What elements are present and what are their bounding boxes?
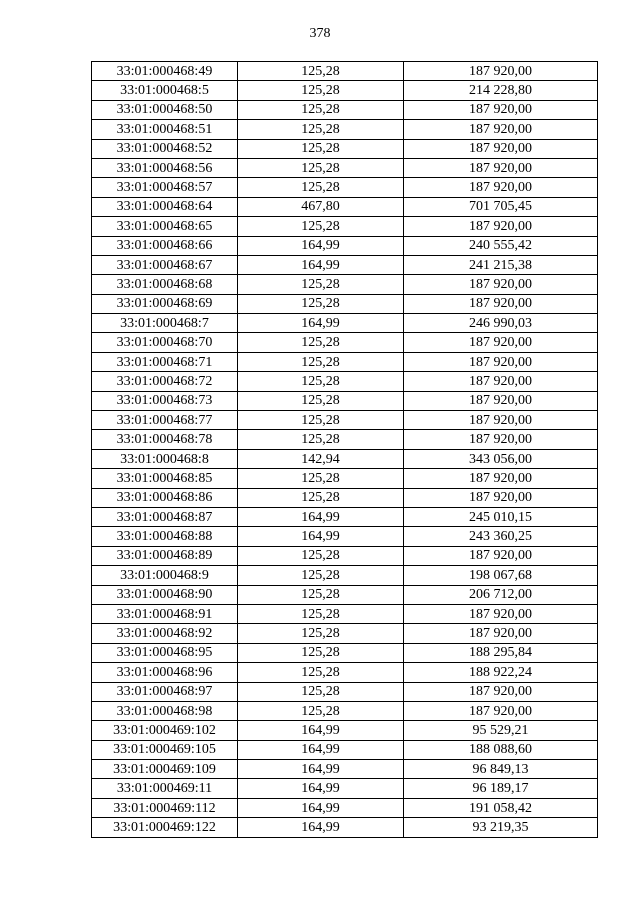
table-row: [92, 255, 598, 274]
area-cell: 164,99: [238, 760, 404, 779]
table-row: [92, 391, 598, 410]
cadastral-value-cell: 187 920,00: [404, 411, 598, 430]
cadastral-value-cell: 96 189,17: [404, 779, 598, 798]
cadastral-value-cell: 188 295,84: [404, 643, 598, 662]
table-row: [92, 275, 598, 294]
cadastral-value-cell: 187 920,00: [404, 294, 598, 313]
cadastral-value-cell: 187 920,00: [404, 391, 598, 410]
cadastral-number-cell: 33:01:000469:122: [92, 818, 238, 837]
area-cell: 164,99: [238, 507, 404, 526]
table-row: [92, 430, 598, 449]
cadastral-number-cell: 33:01:000468:98: [92, 701, 238, 720]
area-cell: 125,28: [238, 372, 404, 391]
cadastral-value-cell: 187 920,00: [404, 139, 598, 158]
cadastral-value-cell: 198 067,68: [404, 566, 598, 585]
cadastral-value-cell: 187 920,00: [404, 624, 598, 643]
cadastral-number-cell: 33:01:000468:73: [92, 391, 238, 410]
cadastral-value-cell: 95 529,21: [404, 721, 598, 740]
cadastral-number-cell: 33:01:000468:9: [92, 566, 238, 585]
area-cell: 125,28: [238, 604, 404, 623]
table-row: [92, 197, 598, 216]
cadastral-number-cell: 33:01:000468:70: [92, 333, 238, 352]
area-cell: 125,28: [238, 158, 404, 177]
cadastral-number-cell: 33:01:000468:88: [92, 527, 238, 546]
table-row: [92, 527, 598, 546]
cadastral-number-cell: 33:01:000469:102: [92, 721, 238, 740]
table-row: [92, 294, 598, 313]
cadastral-value-table: [91, 61, 598, 838]
area-cell: 125,28: [238, 81, 404, 100]
table-row: [92, 624, 598, 643]
cadastral-number-cell: 33:01:000468:96: [92, 663, 238, 682]
area-cell: 125,28: [238, 643, 404, 662]
area-cell: 164,99: [238, 527, 404, 546]
table-row: [92, 585, 598, 604]
cadastral-value-cell: 188 088,60: [404, 740, 598, 759]
cadastral-value-cell: 187 920,00: [404, 275, 598, 294]
table-row: [92, 546, 598, 565]
cadastral-number-cell: 33:01:000468:49: [92, 62, 238, 81]
table-row: [92, 178, 598, 197]
area-cell: 125,28: [238, 469, 404, 488]
table-body: [92, 62, 598, 838]
cadastral-value-cell: 187 920,00: [404, 430, 598, 449]
cadastral-value-cell: 214 228,80: [404, 81, 598, 100]
table-row: [92, 352, 598, 371]
area-cell: 125,28: [238, 62, 404, 81]
table-row: [92, 488, 598, 507]
cadastral-number-cell: 33:01:000469:109: [92, 760, 238, 779]
cadastral-number-cell: 33:01:000468:77: [92, 411, 238, 430]
area-cell: 125,28: [238, 585, 404, 604]
area-cell: 125,28: [238, 352, 404, 371]
area-cell: 125,28: [238, 178, 404, 197]
table-row: [92, 217, 598, 236]
table-row: [92, 682, 598, 701]
area-cell: 125,28: [238, 391, 404, 410]
cadastral-number-cell: 33:01:000468:57: [92, 178, 238, 197]
cadastral-value-cell: 187 920,00: [404, 372, 598, 391]
cadastral-number-cell: 33:01:000468:64: [92, 197, 238, 216]
table-row: [92, 411, 598, 430]
cadastral-number-cell: 33:01:000468:95: [92, 643, 238, 662]
area-cell: 125,28: [238, 701, 404, 720]
cadastral-number-cell: 33:01:000468:78: [92, 430, 238, 449]
area-cell: 125,28: [238, 663, 404, 682]
cadastral-value-cell: 187 920,00: [404, 217, 598, 236]
area-cell: 125,28: [238, 139, 404, 158]
area-cell: 164,99: [238, 798, 404, 817]
cadastral-value-cell: 187 920,00: [404, 682, 598, 701]
area-cell: 125,28: [238, 100, 404, 119]
cadastral-number-cell: 33:01:000468:8: [92, 449, 238, 468]
cadastral-value-cell: 187 920,00: [404, 62, 598, 81]
table-row: [92, 740, 598, 759]
area-cell: 164,99: [238, 255, 404, 274]
cadastral-number-cell: 33:01:000468:50: [92, 100, 238, 119]
table-row: [92, 449, 598, 468]
table-row: [92, 760, 598, 779]
area-cell: 164,99: [238, 740, 404, 759]
cadastral-number-cell: 33:01:000468:89: [92, 546, 238, 565]
area-cell: 125,28: [238, 566, 404, 585]
cadastral-number-cell: 33:01:000469:11: [92, 779, 238, 798]
table-row: [92, 701, 598, 720]
cadastral-value-cell: 93 219,35: [404, 818, 598, 837]
table-row: [92, 62, 598, 81]
cadastral-value-cell: 96 849,13: [404, 760, 598, 779]
cadastral-number-cell: 33:01:000468:52: [92, 139, 238, 158]
cadastral-number-cell: 33:01:000468:66: [92, 236, 238, 255]
area-cell: 125,28: [238, 275, 404, 294]
page-number: 378: [309, 26, 331, 41]
cadastral-value-cell: 241 215,38: [404, 255, 598, 274]
cadastral-number-cell: 33:01:000468:7: [92, 314, 238, 333]
table-row: [92, 779, 598, 798]
cadastral-value-cell: 246 990,03: [404, 314, 598, 333]
table-row: [92, 236, 598, 255]
cadastral-value-cell: 187 920,00: [404, 333, 598, 352]
cadastral-number-cell: 33:01:000468:85: [92, 469, 238, 488]
table-row: [92, 158, 598, 177]
area-cell: 125,28: [238, 333, 404, 352]
cadastral-number-cell: 33:01:000468:90: [92, 585, 238, 604]
table-row: [92, 507, 598, 526]
cadastral-value-cell: 187 920,00: [404, 352, 598, 371]
area-cell: 125,28: [238, 411, 404, 430]
cadastral-value-cell: 187 920,00: [404, 120, 598, 139]
cadastral-number-cell: 33:01:000468:86: [92, 488, 238, 507]
table-row: [92, 314, 598, 333]
cadastral-number-cell: 33:01:000468:68: [92, 275, 238, 294]
area-cell: 164,99: [238, 236, 404, 255]
cadastral-number-cell: 33:01:000468:72: [92, 372, 238, 391]
area-cell: 125,28: [238, 120, 404, 139]
area-cell: 164,99: [238, 314, 404, 333]
table-row: [92, 721, 598, 740]
cadastral-number-cell: 33:01:000468:87: [92, 507, 238, 526]
table-row: [92, 139, 598, 158]
area-cell: 125,28: [238, 546, 404, 565]
cadastral-value-cell: 206 712,00: [404, 585, 598, 604]
table-row: [92, 100, 598, 119]
cadastral-value-cell: 187 920,00: [404, 546, 598, 565]
cadastral-number-cell: 33:01:000468:71: [92, 352, 238, 371]
table-row: [92, 663, 598, 682]
cadastral-number-cell: 33:01:000468:97: [92, 682, 238, 701]
area-cell: 164,99: [238, 818, 404, 837]
cadastral-value-cell: 240 555,42: [404, 236, 598, 255]
cadastral-number-cell: 33:01:000468:67: [92, 255, 238, 274]
cadastral-value-cell: 187 920,00: [404, 100, 598, 119]
area-cell: 125,28: [238, 294, 404, 313]
cadastral-number-cell: 33:01:000468:91: [92, 604, 238, 623]
table-row: [92, 372, 598, 391]
table-row: [92, 604, 598, 623]
cadastral-value-cell: 187 920,00: [404, 701, 598, 720]
area-cell: 125,28: [238, 217, 404, 236]
table-row: [92, 818, 598, 837]
table-row: [92, 333, 598, 352]
area-cell: 164,99: [238, 721, 404, 740]
cadastral-number-cell: 33:01:000469:105: [92, 740, 238, 759]
cadastral-value-cell: 343 056,00: [404, 449, 598, 468]
table-row: [92, 798, 598, 817]
area-cell: 142,94: [238, 449, 404, 468]
cadastral-value-cell: 243 360,25: [404, 527, 598, 546]
table-row: [92, 81, 598, 100]
cadastral-value-cell: 245 010,15: [404, 507, 598, 526]
cadastral-number-cell: 33:01:000469:112: [92, 798, 238, 817]
cadastral-value-cell: 701 705,45: [404, 197, 598, 216]
cadastral-value-cell: 187 920,00: [404, 488, 598, 507]
table-row: [92, 566, 598, 585]
cadastral-value-cell: 191 058,42: [404, 798, 598, 817]
cadastral-number-cell: 33:01:000468:65: [92, 217, 238, 236]
cadastral-value-cell: 187 920,00: [404, 178, 598, 197]
area-cell: 164,99: [238, 779, 404, 798]
table-row: [92, 469, 598, 488]
area-cell: 125,28: [238, 430, 404, 449]
cadastral-value-cell: 187 920,00: [404, 604, 598, 623]
cadastral-number-cell: 33:01:000468:56: [92, 158, 238, 177]
table-row: [92, 120, 598, 139]
table-row: [92, 643, 598, 662]
cadastral-number-cell: 33:01:000468:5: [92, 81, 238, 100]
area-cell: 125,28: [238, 682, 404, 701]
area-cell: 467,80: [238, 197, 404, 216]
cadastral-number-cell: 33:01:000468:92: [92, 624, 238, 643]
cadastral-number-cell: 33:01:000468:69: [92, 294, 238, 313]
area-cell: 125,28: [238, 624, 404, 643]
area-cell: 125,28: [238, 488, 404, 507]
cadastral-value-cell: 187 920,00: [404, 158, 598, 177]
cadastral-value-cell: 187 920,00: [404, 469, 598, 488]
cadastral-number-cell: 33:01:000468:51: [92, 120, 238, 139]
cadastral-value-cell: 188 922,24: [404, 663, 598, 682]
